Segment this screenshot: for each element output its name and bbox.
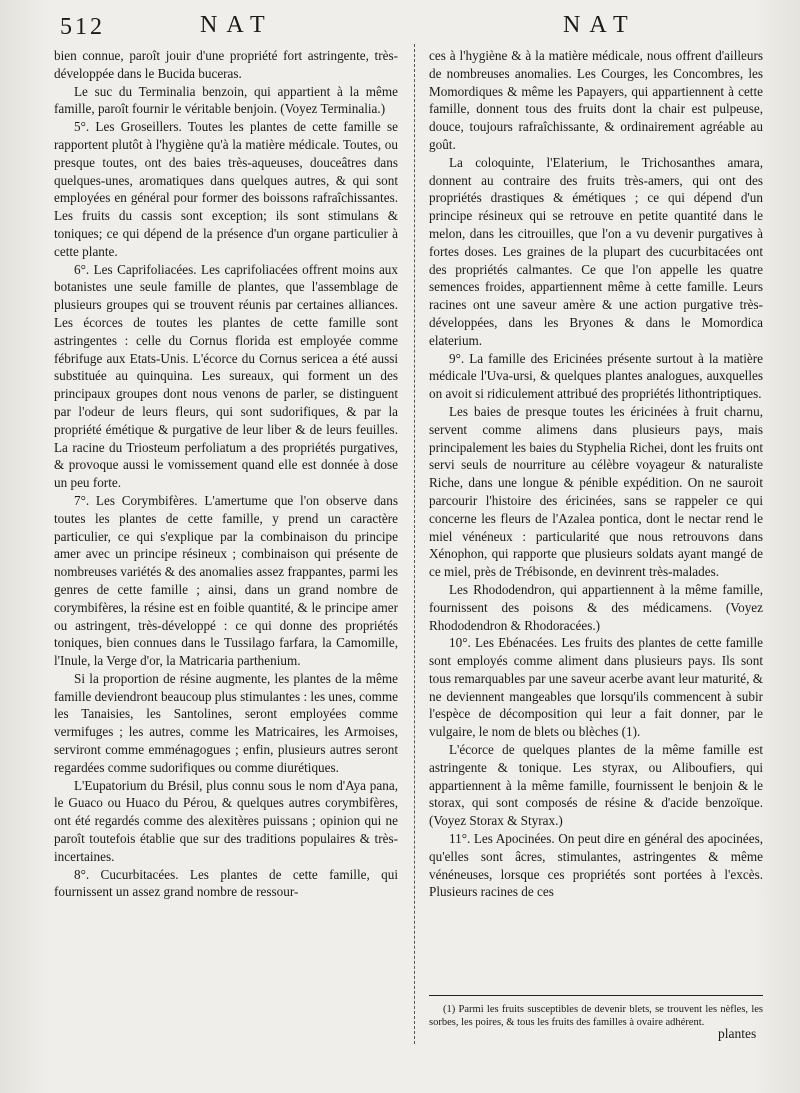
footnote-rule bbox=[429, 995, 763, 996]
paragraph: 8°. Cucurbitacées. Les plantes de cette famille, qui fournissent un assez grand nombre de ressour- bbox=[54, 866, 398, 900]
paragraph: Les Rhododendron, qui appartiennent à la même famille, fournissent des poisons & des médicamens. (Voyez Rhododendron & Rhodoracées.) bbox=[429, 581, 763, 633]
left-running-title: NAT bbox=[200, 12, 274, 38]
paragraph: 6°. Les Caprifoliacées. Les caprifoliacées offrent moins aux botanistes une seule famille de plantes, que l'assemblage de plusieurs groupes qui se trouvent réunis par certaines alliances. Les écorces de toutes les plantes de cette famille sont astringentes : celle du Cornus florida est employée comme fébrifuge aux Etats-Unis. L'écorce du Cornus sericea a été aussi substituée au quinquina. Les sureaux, qui forment un des principaux groupes dont nous venons de parler, se distinguent par l'odeur de leurs fleurs, qui sont sudorifiques, & par la propriété émétique & purgative de leur liber & de leurs feuilles. La racine du Triosteum perfoliatum a des propriétés purgatives, & provoque aussi le vomissement quand elle est donnée à dose un peu forte. bbox=[54, 261, 398, 491]
column-divider bbox=[414, 44, 415, 1044]
paragraph: bien connue, paroît jouir d'une propriété fort astringente, très-développée dans le Bucida buceras. bbox=[54, 48, 398, 81]
right-column bbox=[429, 47, 763, 901]
paragraph: 5°. Les Groseillers. Toutes les plantes de cette famille se rapportent plutôt à l'hygiène qu'à la matière médicale. Toutes, ou presque toutes, ont des baies très-aqueuses, douceâtres dans quelques-unes, aromatiques dans quelques autres, & qui sont employées en général pour former des boissons rafraîchissantes. Les fruits du cassis sont exception; ils sont stimulans & toniques; ce qui dépend de la présence d'un organe particulier à cette plante. bbox=[54, 119, 398, 259]
footnote-text: (1) Parmi les fruits susceptibles de devenir blets, se trouvent les nèfles, les sorbes, les poires, & tous les fruits des familles à ovaire adhérent. bbox=[429, 1004, 763, 1028]
paragraph: L'écorce de quelques plantes de la même famille est astringente & tonique. Les styrax, ou Aliboufiers, qui appartiennent à la même famille, fournissent le benjoin & le storax, qui sont composés de résine & d'acide benzoïque. (Voyez Storax & Styrax.) bbox=[429, 742, 763, 829]
running-header bbox=[0, 12, 800, 48]
left-column bbox=[54, 47, 398, 901]
paragraph: L'Eupatorium du Brésil, plus connu sous le nom d'Aya pana, le Guaco ou Huaco du Pérou, & quelques autres corymbifères, ont été regardés comme des alexitères puissans ; opinion qui ne paroît toutefois établie que sur des traditions populaires & très-incertaines. bbox=[54, 777, 398, 864]
paragraph: 11°. Les Apocinées. On peut dire en général des apocinées, qu'elles sont âcres, stimulantes, astringentes & même vénéneuses, lorsque ces propriétés sont portées à l'excès. Plusieurs racines de ces bbox=[429, 831, 763, 900]
footnote bbox=[429, 1003, 763, 1029]
paragraph: 9°. La famille des Ericinées présente surtout à la matière médicale l'Uva-ursi, & quelques plantes analogues, auxquelles on avoit si ridiculement attribué des propriétés lithontriptiques. bbox=[429, 350, 763, 402]
right-running-title: NAT bbox=[563, 12, 637, 38]
paragraph: 10°. Les Ebénacées. Les fruits des plantes de cette famille sont employés comme aliment dans plusieurs pays. Ils sont tous remarquables par une saveur acerbe avant leur maturité, & ne deviennent mangeables que lorsqu'ils commencent à subir l'espèce de décomposition qui leur a fait donner, par le vulgaire, le nom de blets ou blèches (1). bbox=[429, 635, 763, 740]
catchword: plantes bbox=[718, 1026, 757, 1041]
paragraph: Le suc du Terminalia benzoin, qui appartient à la même famille, paroît fournir le véritable benjoin. (Voyez Terminalia.) bbox=[54, 83, 398, 117]
paragraph: Si la proportion de résine augmente, les plantes de la même famille deviendront beaucoup plus stimulantes : les unes, comme les Tanaisies, les Santolines, seront employées comme vermifuges ; les autres, comme les Matricaires, les Armoises, serviront comme emménagogues ; enfin, plusieurs autres seront regardées comme sudorifiques ou comme diurétiques. bbox=[54, 670, 398, 775]
page-number: 512 bbox=[60, 14, 105, 40]
paragraph: La coloquinte, l'Elaterium, le Trichosanthes amara, donnent au contraire des fruits très-amers, qui ont des propriétés drastiques & émétiques ; ce qui dépend d'un principe résineux qui se retrouve en petite quantité dans le melon, dans les citrouilles, que l'on a vu devenir purgatives à fortes doses. Les graines de la plupart des cucurbitacées ont des propriétés calmantes. Ce que l'on appelle les quatre semences froides, appartiennent même à cette famille. Leurs racines ont une saveur amère & une action purgative très-développées, dans les Bryones & dans le Momordica elaterium. bbox=[429, 154, 763, 348]
paragraph: 7°. Les Corymbifères. L'amertume que l'on observe dans toutes les plantes de cette famille, y prend un caractère particulier, ce qui s'explique par la combinaison du principe amer avec un principe résineux ; combinaison qui présente de nombreuses variétés & des anomalies assez frappantes, parmi les genres de cette famille ; ainsi, dans un grand nombre de corymbifères, la résine est en foible quantité, & le principe amer ou astringent, très-développé : ce qui donne des propriétés toniques, bien connues dans le Tussilago farfara, la Camomille, l'Inule, la Verge d'or, la Matricaria parthenium. bbox=[54, 492, 398, 669]
paragraph: Les baies de presque toutes les éricinées à fruit charnu, servent comme alimens dans plusieurs pays, mais principalement les baies du Styphelia Richei, dont les fruits ont servi seuls de nourriture au célèbre voyageur & naturaliste Riche, dans une longue & pénible expédition. On ne sauroit parcourir l'histoire des éricinées, sans se rappeler ce qui concerne les fleurs de l'Azalea pontica, dont le nectar rend le miel vénéneux : particularité que nous retrouvons dans Xénophon, qui rapporte que plusieurs soldats ayant mangé de ce miel, près de Trébisonde, en devinrent très-malades. bbox=[429, 403, 764, 580]
paragraph: ces à l'hygiène & à la matière médicale, nous offrent d'ailleurs de nombreuses anomalies. Les Courges, les Concombres, les Momordiques & même les Papayers, qui appartiennent à cette famille, donnent tous des fruits dont la chair est pulpeuse, douce, toujours rafraîchissante, & ordinairement agréable au goût. bbox=[429, 48, 763, 152]
